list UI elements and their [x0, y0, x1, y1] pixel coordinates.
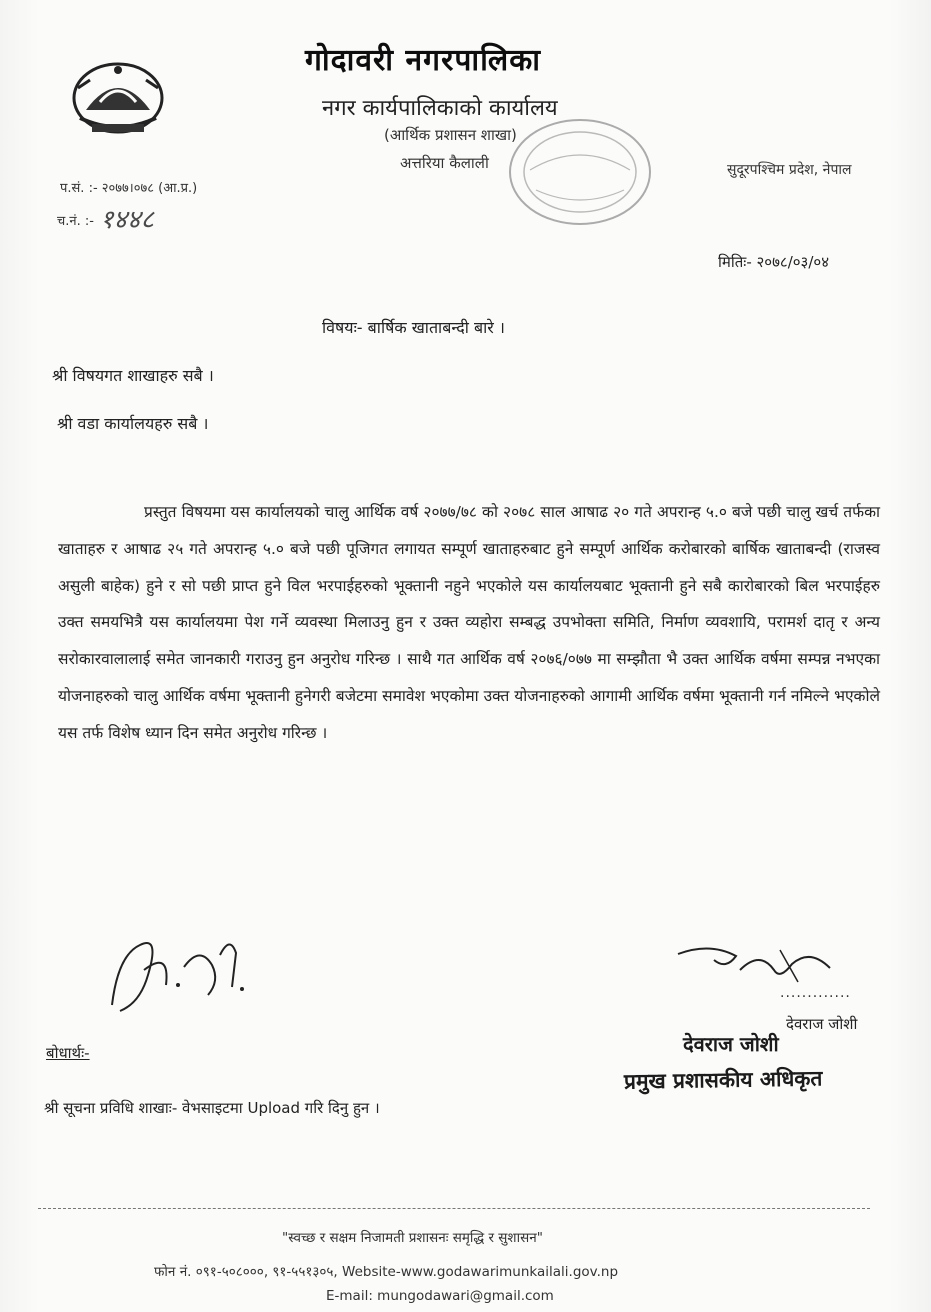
signatory-name: देवराज जोशी: [786, 1015, 858, 1033]
letter-date: मितिः- २०७८/०३/०४: [718, 253, 830, 271]
office-name: नगर कार्यपालिकाको कार्यालय: [322, 96, 558, 121]
addressee-1: श्री विषयगत शाखाहरु सबै ।: [52, 366, 214, 385]
footer-divider: [38, 1208, 870, 1209]
reference-number: प.सं. :- २०७७।०७८ (आ.प्र.): [60, 181, 198, 196]
dispatch-number-value: १४४८: [100, 205, 155, 235]
municipality-title: गोदावरी नगरपालिका: [305, 43, 542, 78]
province-label: सुदूरपश्चिम प्रदेश, नेपाल: [727, 162, 852, 178]
letter-body: प्रस्तुत विषयमा यस कार्यालयको चालु आर्थिक वर्ष २०७७/७८ को २०७८ साल आषाढ २० गते अपरान्ह ५.० बजे पछी चालु खर्च तर्फका खाताहरु र आषाढ २५ गते अपरान्ह ५.० बजे पछी पूजिगत लगायत सम्पूर्ण खाताहरुबाट हुने सम्पूर्ण आर्थिक करोबारको बार्षिक खाताबन्दी (राजस्व असुली बाहेक) हुने र सो पछी प्राप्त हुने विल भरपाईहरुको भूक्तानी नहुने भएकोले यस कार्यालयबाट भूक्तानी हुने सबै कारोबारको बिल भरपाईहरु उक्त समयभित्रै यस कार्यालयमा पेश गर्ने व्यवस्था मिलाउनु हुन र उक्त व्यहोरा सम्बद्ध उपभोक्ता समिति, निर्माण व्यवशायि, परामर्श दातृ र अन्य सरोकारवालालाई समेत जानकारी गराउनु हुन अनुरोध गरिन्छ । साथै गत आर्थिक वर्ष २०७६/०७७ मा सम्झौता भै उक्त आर्थिक वर्षमा सम्पन्न नभएका योजनाहरुको चालु आर्थिक वर्षमा भूक्तानी हुनेगरी बजेटमा समावेश भएकोमा उक्त योजनाहरुको आगामी आर्थिक वर्षमा भूक्तानी गर्न नमिल्ने भएकोले यस तर्फ विशेष ध्यान दिन समेत अनुरोध गरिन्छ ।: [58, 503, 880, 742]
left-signature-icon: [100, 915, 260, 1025]
footer-motto: "स्वच्छ र सक्षम निजामती प्रशासनः समृद्धि र सुशासन": [282, 1230, 543, 1246]
cc-line: श्री सूचना प्रविधि शाखाः- वेभसाइटमा Upload गरि दिनु हुन ।: [44, 1099, 380, 1117]
letter-subject: विषयः- बार्षिक खाताबन्दी बारे ।: [322, 318, 505, 337]
stamp-name: देवराज जोशी: [683, 1032, 779, 1056]
dispatch-number-label: च.नं. :-: [57, 214, 94, 229]
cc-label: बोधार्थः-: [46, 1044, 90, 1062]
footer-email: E-mail: mungodawari@gmail.com: [326, 1288, 554, 1304]
office-location: अत्तरिया कैलाली: [400, 154, 489, 172]
office-stamp-icon: [500, 110, 660, 240]
addressee-2: श्री वडा कार्यालयहरु सबै ।: [57, 414, 209, 433]
stamp-designation: प्रमुख प्रशासकीय अधिकृत: [623, 1066, 823, 1094]
footer-contact: फोन नं. ०९१-५०८०००, ९१-५५१३०५, Website-www.godawarimunkailali.gov.np: [154, 1264, 619, 1280]
nepal-emblem-icon: [66, 58, 170, 142]
signature-dotted-line: .............: [780, 985, 851, 1001]
branch-name: (आर्थिक प्रशासन शाखा): [384, 126, 517, 144]
